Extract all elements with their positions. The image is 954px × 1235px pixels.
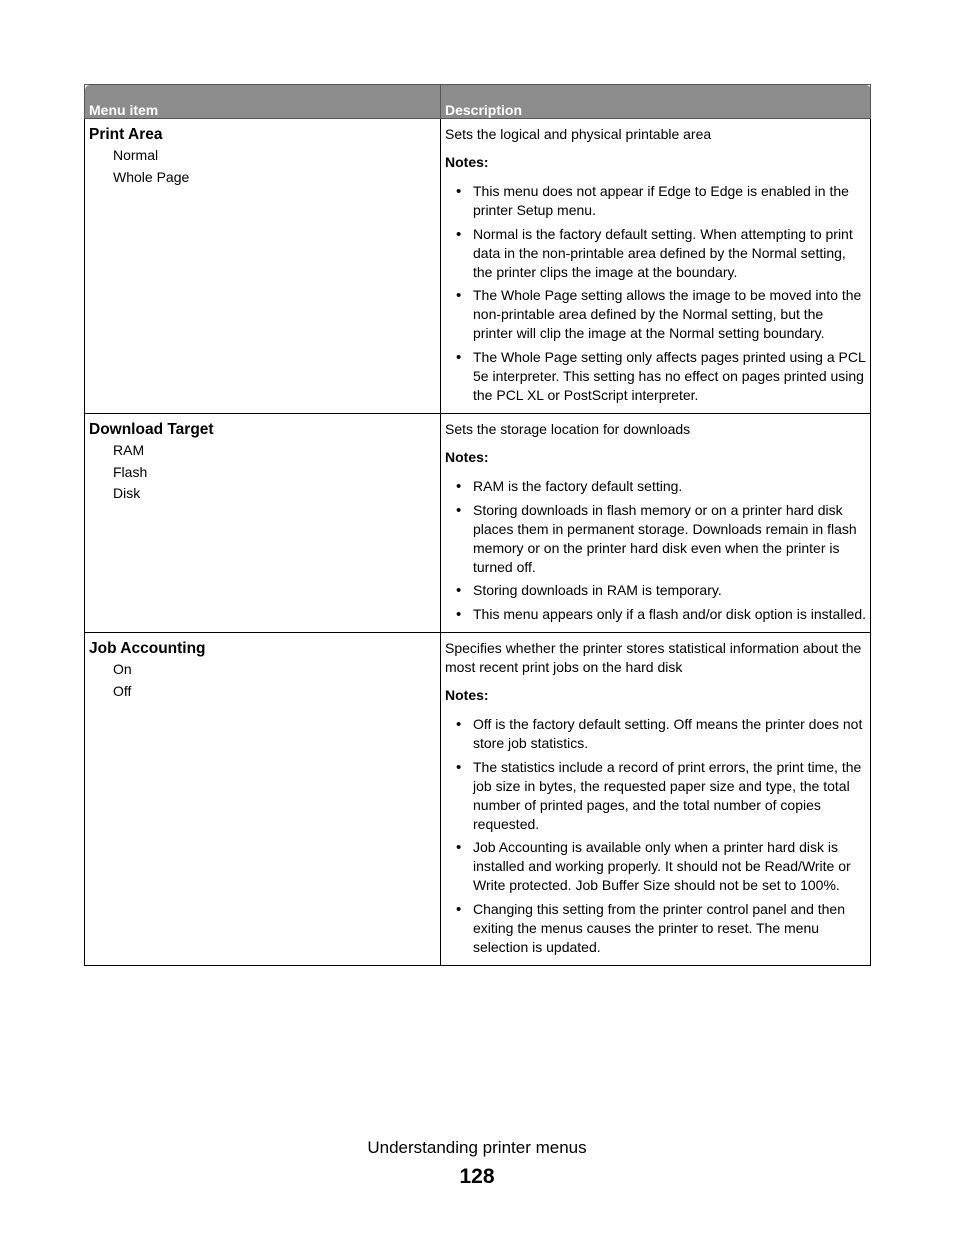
footer-section-title: Understanding printer menus (367, 1138, 587, 1157)
note-item: • Off is the factory default setting. Off means the printer does not store job statistics. (445, 715, 866, 753)
note-item: • Job Accounting is available only when a printer hard disk is installed and working properly. It should not be Read/Write or Write protected. Job Buffer Size should not be set to 100%. (445, 838, 866, 895)
page-number: 128 (459, 1165, 495, 1188)
menu-item-title: Download Target (89, 421, 214, 438)
menu-item-cell (85, 633, 441, 966)
notes-label: Notes: (445, 449, 489, 465)
menu-option: Disk (113, 485, 141, 501)
description-cell (441, 633, 871, 966)
note-item: • The statistics include a record of print errors, the print time, the job size in bytes, the requested paper size and type, the total number of printed pages, and the total number of copies requested. (445, 758, 866, 834)
notes-list (445, 715, 866, 957)
note-item: • Storing downloads in RAM is temporary. (445, 581, 866, 600)
description-text: Sets the logical and physical printable area (445, 126, 712, 142)
table-row (85, 119, 871, 414)
menu-option: RAM (113, 442, 145, 458)
menu-table (84, 84, 871, 966)
menu-item-cell (85, 119, 441, 414)
menu-option: On (113, 661, 132, 677)
menu-item-title: Job Accounting (89, 640, 206, 657)
table-header-row (85, 85, 871, 119)
menu-item-title: Print Area (89, 126, 163, 143)
menu-option: Off (113, 682, 132, 699)
menu-option: Flash (113, 463, 148, 480)
table-row (85, 414, 871, 633)
note-item: • RAM is the factory default setting. (445, 477, 866, 496)
note-item: • Changing this setting from the printer control panel and then exiting the menus causes the printer to reset. The menu selection is updated. (445, 900, 866, 957)
notes-label: Notes: (445, 687, 489, 703)
header-description: Description (441, 85, 871, 119)
note-item: • Storing downloads in flash memory or on a printer hard disk places them in permanent storage. Downloads remain in flash memory or on the printer hard disk even when the printer is turned off. (445, 501, 866, 577)
note-item: • This menu appears only if a flash and/or disk option is installed. (445, 605, 866, 624)
menu-option: Normal (113, 147, 159, 163)
note-item: • This menu does not appear if Edge to Edge is enabled in the printer Setup menu. (445, 182, 866, 220)
description-cell (441, 119, 871, 414)
notes-list (445, 477, 866, 624)
notes-label: Notes: (445, 154, 489, 170)
note-item: • Normal is the factory default setting. When attempting to print data in the non-printable area defined by the Normal setting, the printer clips the image at the boundary. (445, 225, 866, 282)
header-menu-item: Menu item (85, 85, 441, 119)
description-text: Sets the storage location for downloads (445, 421, 691, 437)
note-item: • The Whole Page setting only affects pages printed using a PCL 5e interpreter. This setting has no effect on pages printed using the PCL XL or PostScript interpreter. (445, 348, 866, 405)
description-cell (441, 414, 871, 633)
note-item: • The Whole Page setting allows the image to be moved into the non-printable area defined by the Normal setting, but the printer will clip the image at the Normal setting boundary. (445, 286, 866, 343)
notes-list (445, 182, 866, 405)
table-row (85, 633, 871, 966)
menu-item-cell (85, 414, 441, 633)
description-text: Specifies whether the printer stores statistical information about the most recent print jobs on the hard disk (445, 640, 862, 675)
menu-option: Whole Page (113, 168, 190, 185)
